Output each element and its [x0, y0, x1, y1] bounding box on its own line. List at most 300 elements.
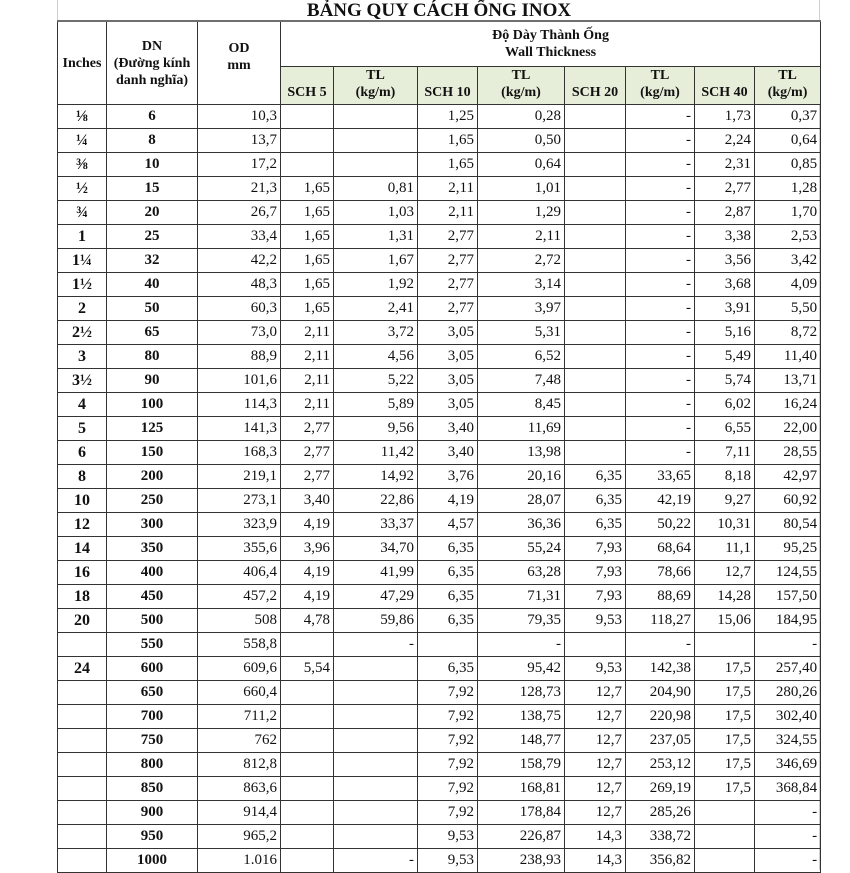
cell-sch20[interactable]: 9,53: [565, 609, 626, 633]
cell-sch40[interactable]: 14,28: [695, 585, 755, 609]
cell-tl-sch5[interactable]: 5,89: [334, 393, 418, 417]
cell-tl-sch40[interactable]: 1,28: [755, 177, 821, 201]
cell-sch5[interactable]: 2,11: [281, 393, 334, 417]
cell-tl-sch20[interactable]: 220,98: [626, 705, 695, 729]
cell-sch20[interactable]: [565, 393, 626, 417]
cell-dn[interactable]: 650: [107, 681, 198, 705]
cell-sch5[interactable]: 1,65: [281, 225, 334, 249]
cell-tl-sch10[interactable]: -: [478, 633, 565, 657]
cell-sch40[interactable]: 15,06: [695, 609, 755, 633]
cell-tl-sch10[interactable]: 0,50: [478, 129, 565, 153]
cell-inches[interactable]: 18: [58, 585, 107, 609]
cell-sch10[interactable]: [418, 633, 478, 657]
cell-tl-sch20[interactable]: -: [626, 153, 695, 177]
cell-tl-sch10[interactable]: 2,11: [478, 225, 565, 249]
cell-inches[interactable]: 10: [58, 489, 107, 513]
cell-tl-sch5[interactable]: [334, 777, 418, 801]
cell-tl-sch40[interactable]: 0,64: [755, 129, 821, 153]
cell-sch20[interactable]: [565, 369, 626, 393]
cell-sch10[interactable]: 2,77: [418, 249, 478, 273]
cell-sch20[interactable]: 12,7: [565, 705, 626, 729]
cell-sch40[interactable]: 17,5: [695, 705, 755, 729]
cell-tl-sch20[interactable]: 356,82: [626, 849, 695, 873]
cell-sch10[interactable]: 1,65: [418, 153, 478, 177]
cell-inches[interactable]: 24: [58, 657, 107, 681]
cell-sch10[interactable]: 2,77: [418, 273, 478, 297]
cell-dn[interactable]: 32: [107, 249, 198, 273]
cell-sch10[interactable]: 1,25: [418, 105, 478, 129]
cell-tl-sch10[interactable]: 55,24: [478, 537, 565, 561]
cell-tl-sch20[interactable]: -: [626, 177, 695, 201]
cell-tl-sch40[interactable]: 184,95: [755, 609, 821, 633]
cell-inches[interactable]: [58, 633, 107, 657]
cell-dn[interactable]: 950: [107, 825, 198, 849]
cell-dn[interactable]: 50: [107, 297, 198, 321]
cell-sch20[interactable]: [565, 249, 626, 273]
cell-od[interactable]: 33,4: [198, 225, 281, 249]
cell-dn[interactable]: 20: [107, 201, 198, 225]
cell-tl-sch20[interactable]: 42,19: [626, 489, 695, 513]
cell-sch40[interactable]: 7,11: [695, 441, 755, 465]
cell-dn[interactable]: 200: [107, 465, 198, 489]
cell-tl-sch20[interactable]: -: [626, 441, 695, 465]
cell-od[interactable]: 558,8: [198, 633, 281, 657]
cell-dn[interactable]: 700: [107, 705, 198, 729]
cell-sch40[interactable]: 3,91: [695, 297, 755, 321]
cell-tl-sch10[interactable]: 95,42: [478, 657, 565, 681]
cell-tl-sch5[interactable]: [334, 825, 418, 849]
cell-tl-sch40[interactable]: 3,42: [755, 249, 821, 273]
cell-sch40[interactable]: 17,5: [695, 657, 755, 681]
cell-sch10[interactable]: 2,77: [418, 225, 478, 249]
cell-sch40[interactable]: 6,02: [695, 393, 755, 417]
cell-tl-sch5[interactable]: [334, 129, 418, 153]
cell-tl-sch20[interactable]: 237,05: [626, 729, 695, 753]
cell-tl-sch10[interactable]: 0,64: [478, 153, 565, 177]
cell-sch40[interactable]: [695, 633, 755, 657]
cell-tl-sch40[interactable]: 60,92: [755, 489, 821, 513]
cell-tl-sch40[interactable]: 157,50: [755, 585, 821, 609]
cell-inches[interactable]: 2½: [58, 321, 107, 345]
cell-sch40[interactable]: 2,77: [695, 177, 755, 201]
cell-sch20[interactable]: 6,35: [565, 513, 626, 537]
cell-sch40[interactable]: 5,74: [695, 369, 755, 393]
cell-sch40[interactable]: 2,31: [695, 153, 755, 177]
cell-tl-sch20[interactable]: 338,72: [626, 825, 695, 849]
cell-tl-sch5[interactable]: [334, 657, 418, 681]
cell-inches[interactable]: 1½: [58, 273, 107, 297]
cell-tl-sch20[interactable]: -: [626, 105, 695, 129]
cell-inches[interactable]: 16: [58, 561, 107, 585]
cell-sch40[interactable]: [695, 849, 755, 873]
cell-sch40[interactable]: 11,1: [695, 537, 755, 561]
cell-sch5[interactable]: [281, 633, 334, 657]
cell-sch10[interactable]: 3,05: [418, 369, 478, 393]
cell-tl-sch40[interactable]: -: [755, 849, 821, 873]
cell-tl-sch10[interactable]: 2,72: [478, 249, 565, 273]
cell-tl-sch5[interactable]: [334, 729, 418, 753]
cell-inches[interactable]: [58, 777, 107, 801]
cell-tl-sch5[interactable]: 47,29: [334, 585, 418, 609]
cell-tl-sch5[interactable]: 2,41: [334, 297, 418, 321]
cell-tl-sch40[interactable]: 2,53: [755, 225, 821, 249]
cell-od[interactable]: 273,1: [198, 489, 281, 513]
cell-tl-sch10[interactable]: 3,97: [478, 297, 565, 321]
cell-sch20[interactable]: [565, 129, 626, 153]
cell-tl-sch20[interactable]: -: [626, 369, 695, 393]
cell-sch20[interactable]: [565, 321, 626, 345]
cell-od[interactable]: 508: [198, 609, 281, 633]
cell-sch40[interactable]: 17,5: [695, 681, 755, 705]
cell-od[interactable]: 42,2: [198, 249, 281, 273]
cell-dn[interactable]: 8: [107, 129, 198, 153]
cell-tl-sch40[interactable]: 13,71: [755, 369, 821, 393]
cell-inches[interactable]: 2: [58, 297, 107, 321]
cell-tl-sch40[interactable]: 0,85: [755, 153, 821, 177]
cell-dn[interactable]: 800: [107, 753, 198, 777]
cell-sch10[interactable]: 4,57: [418, 513, 478, 537]
cell-sch40[interactable]: 5,16: [695, 321, 755, 345]
cell-sch5[interactable]: 2,77: [281, 441, 334, 465]
cell-dn[interactable]: 6: [107, 105, 198, 129]
cell-dn[interactable]: 350: [107, 537, 198, 561]
cell-sch20[interactable]: 7,93: [565, 561, 626, 585]
cell-dn[interactable]: 400: [107, 561, 198, 585]
cell-od[interactable]: 88,9: [198, 345, 281, 369]
cell-tl-sch40[interactable]: 5,50: [755, 297, 821, 321]
cell-od[interactable]: 457,2: [198, 585, 281, 609]
cell-inches[interactable]: ¼: [58, 129, 107, 153]
cell-inches[interactable]: 1: [58, 225, 107, 249]
cell-inches[interactable]: [58, 825, 107, 849]
cell-sch10[interactable]: 7,92: [418, 681, 478, 705]
cell-tl-sch10[interactable]: 178,84: [478, 801, 565, 825]
cell-tl-sch20[interactable]: 50,22: [626, 513, 695, 537]
cell-sch10[interactable]: 3,05: [418, 393, 478, 417]
cell-tl-sch40[interactable]: 0,37: [755, 105, 821, 129]
cell-sch5[interactable]: [281, 849, 334, 873]
cell-sch10[interactable]: 1,65: [418, 129, 478, 153]
cell-tl-sch20[interactable]: -: [626, 129, 695, 153]
cell-sch10[interactable]: 3,40: [418, 441, 478, 465]
cell-tl-sch10[interactable]: 13,98: [478, 441, 565, 465]
cell-od[interactable]: 914,4: [198, 801, 281, 825]
cell-tl-sch10[interactable]: 226,87: [478, 825, 565, 849]
cell-sch5[interactable]: [281, 681, 334, 705]
cell-sch40[interactable]: 8,18: [695, 465, 755, 489]
cell-od[interactable]: 60,3: [198, 297, 281, 321]
cell-sch5[interactable]: [281, 801, 334, 825]
cell-sch5[interactable]: [281, 753, 334, 777]
cell-sch40[interactable]: 9,27: [695, 489, 755, 513]
cell-od[interactable]: 812,8: [198, 753, 281, 777]
cell-od[interactable]: 355,6: [198, 537, 281, 561]
cell-tl-sch10[interactable]: 8,45: [478, 393, 565, 417]
cell-tl-sch40[interactable]: 42,97: [755, 465, 821, 489]
cell-sch10[interactable]: 6,35: [418, 585, 478, 609]
cell-tl-sch5[interactable]: 1,03: [334, 201, 418, 225]
cell-dn[interactable]: 500: [107, 609, 198, 633]
cell-inches[interactable]: 20: [58, 609, 107, 633]
cell-tl-sch10[interactable]: 36,36: [478, 513, 565, 537]
cell-inches[interactable]: [58, 801, 107, 825]
cell-tl-sch40[interactable]: 1,70: [755, 201, 821, 225]
cell-tl-sch40[interactable]: 368,84: [755, 777, 821, 801]
cell-tl-sch5[interactable]: -: [334, 849, 418, 873]
cell-tl-sch40[interactable]: -: [755, 801, 821, 825]
cell-od[interactable]: 26,7: [198, 201, 281, 225]
cell-tl-sch10[interactable]: 79,35: [478, 609, 565, 633]
cell-sch40[interactable]: [695, 801, 755, 825]
cell-tl-sch40[interactable]: 4,09: [755, 273, 821, 297]
cell-sch5[interactable]: 2,11: [281, 345, 334, 369]
cell-inches[interactable]: 4: [58, 393, 107, 417]
cell-tl-sch40[interactable]: 95,25: [755, 537, 821, 561]
cell-sch20[interactable]: 12,7: [565, 753, 626, 777]
cell-tl-sch5[interactable]: [334, 105, 418, 129]
cell-inches[interactable]: 12: [58, 513, 107, 537]
cell-inches[interactable]: [58, 849, 107, 873]
cell-sch10[interactable]: 6,35: [418, 657, 478, 681]
cell-sch5[interactable]: 1,65: [281, 273, 334, 297]
cell-tl-sch40[interactable]: -: [755, 633, 821, 657]
cell-sch10[interactable]: 3,05: [418, 321, 478, 345]
cell-dn[interactable]: 10: [107, 153, 198, 177]
cell-od[interactable]: 168,3: [198, 441, 281, 465]
cell-sch5[interactable]: [281, 825, 334, 849]
cell-dn[interactable]: 65: [107, 321, 198, 345]
cell-od[interactable]: 114,3: [198, 393, 281, 417]
cell-tl-sch40[interactable]: 302,40: [755, 705, 821, 729]
cell-tl-sch20[interactable]: 285,26: [626, 801, 695, 825]
cell-sch20[interactable]: [565, 225, 626, 249]
cell-od[interactable]: 17,2: [198, 153, 281, 177]
cell-tl-sch20[interactable]: 204,90: [626, 681, 695, 705]
cell-dn[interactable]: 550: [107, 633, 198, 657]
cell-tl-sch20[interactable]: -: [626, 321, 695, 345]
cell-inches[interactable]: 14: [58, 537, 107, 561]
cell-tl-sch5[interactable]: [334, 705, 418, 729]
cell-sch20[interactable]: 6,35: [565, 489, 626, 513]
cell-tl-sch10[interactable]: 128,73: [478, 681, 565, 705]
cell-tl-sch20[interactable]: -: [626, 297, 695, 321]
cell-dn[interactable]: 40: [107, 273, 198, 297]
cell-tl-sch20[interactable]: -: [626, 417, 695, 441]
cell-tl-sch20[interactable]: 68,64: [626, 537, 695, 561]
cell-tl-sch5[interactable]: 0,81: [334, 177, 418, 201]
cell-sch10[interactable]: 7,92: [418, 705, 478, 729]
cell-tl-sch5[interactable]: 1,67: [334, 249, 418, 273]
cell-sch20[interactable]: 14,3: [565, 849, 626, 873]
cell-tl-sch40[interactable]: 8,72: [755, 321, 821, 345]
cell-sch5[interactable]: 4,19: [281, 585, 334, 609]
cell-tl-sch20[interactable]: -: [626, 201, 695, 225]
cell-sch40[interactable]: 5,49: [695, 345, 755, 369]
cell-sch10[interactable]: 9,53: [418, 849, 478, 873]
cell-inches[interactable]: ⅛: [58, 105, 107, 129]
cell-od[interactable]: 101,6: [198, 369, 281, 393]
cell-tl-sch5[interactable]: 59,86: [334, 609, 418, 633]
cell-sch40[interactable]: 17,5: [695, 777, 755, 801]
cell-tl-sch20[interactable]: -: [626, 225, 695, 249]
cell-sch20[interactable]: [565, 297, 626, 321]
cell-sch10[interactable]: 4,19: [418, 489, 478, 513]
cell-tl-sch10[interactable]: 3,14: [478, 273, 565, 297]
cell-tl-sch40[interactable]: 324,55: [755, 729, 821, 753]
cell-sch5[interactable]: [281, 153, 334, 177]
cell-od[interactable]: 323,9: [198, 513, 281, 537]
cell-tl-sch20[interactable]: 142,38: [626, 657, 695, 681]
cell-inches[interactable]: 1¼: [58, 249, 107, 273]
cell-tl-sch40[interactable]: 16,24: [755, 393, 821, 417]
cell-sch10[interactable]: 3,40: [418, 417, 478, 441]
cell-dn[interactable]: 600: [107, 657, 198, 681]
cell-od[interactable]: 141,3: [198, 417, 281, 441]
cell-sch40[interactable]: 1,73: [695, 105, 755, 129]
cell-tl-sch20[interactable]: -: [626, 273, 695, 297]
cell-tl-sch5[interactable]: [334, 681, 418, 705]
cell-inches[interactable]: [58, 681, 107, 705]
cell-inches[interactable]: ¾: [58, 201, 107, 225]
cell-tl-sch10[interactable]: 7,48: [478, 369, 565, 393]
cell-tl-sch10[interactable]: 11,69: [478, 417, 565, 441]
cell-dn[interactable]: 25: [107, 225, 198, 249]
cell-sch20[interactable]: 14,3: [565, 825, 626, 849]
cell-sch5[interactable]: 1,65: [281, 297, 334, 321]
cell-od[interactable]: 660,4: [198, 681, 281, 705]
cell-sch10[interactable]: 7,92: [418, 777, 478, 801]
cell-tl-sch10[interactable]: 1,29: [478, 201, 565, 225]
cell-od[interactable]: 73,0: [198, 321, 281, 345]
cell-sch40[interactable]: 3,56: [695, 249, 755, 273]
cell-od[interactable]: 711,2: [198, 705, 281, 729]
cell-sch5[interactable]: 4,19: [281, 513, 334, 537]
cell-sch10[interactable]: 7,92: [418, 753, 478, 777]
cell-tl-sch10[interactable]: 138,75: [478, 705, 565, 729]
cell-sch5[interactable]: 1,65: [281, 201, 334, 225]
cell-tl-sch5[interactable]: [334, 753, 418, 777]
cell-sch5[interactable]: 3,40: [281, 489, 334, 513]
cell-sch20[interactable]: 12,7: [565, 801, 626, 825]
cell-sch20[interactable]: 7,93: [565, 537, 626, 561]
cell-tl-sch40[interactable]: 124,55: [755, 561, 821, 585]
cell-tl-sch5[interactable]: 11,42: [334, 441, 418, 465]
cell-sch10[interactable]: 6,35: [418, 537, 478, 561]
cell-tl-sch20[interactable]: 33,65: [626, 465, 695, 489]
cell-od[interactable]: 219,1: [198, 465, 281, 489]
cell-sch5[interactable]: [281, 129, 334, 153]
cell-sch40[interactable]: 12,7: [695, 561, 755, 585]
cell-sch20[interactable]: 12,7: [565, 729, 626, 753]
cell-od[interactable]: 609,6: [198, 657, 281, 681]
cell-sch5[interactable]: 2,77: [281, 465, 334, 489]
cell-tl-sch40[interactable]: 22,00: [755, 417, 821, 441]
cell-sch20[interactable]: [565, 153, 626, 177]
cell-tl-sch5[interactable]: 1,92: [334, 273, 418, 297]
cell-sch5[interactable]: [281, 777, 334, 801]
cell-od[interactable]: 13,7: [198, 129, 281, 153]
cell-sch20[interactable]: 7,93: [565, 585, 626, 609]
cell-dn[interactable]: 250: [107, 489, 198, 513]
cell-sch40[interactable]: 10,31: [695, 513, 755, 537]
cell-dn[interactable]: 125: [107, 417, 198, 441]
cell-sch40[interactable]: 17,5: [695, 753, 755, 777]
cell-tl-sch20[interactable]: 88,69: [626, 585, 695, 609]
cell-sch5[interactable]: 1,65: [281, 177, 334, 201]
cell-sch5[interactable]: 3,96: [281, 537, 334, 561]
cell-dn[interactable]: 1000: [107, 849, 198, 873]
cell-sch10[interactable]: 3,76: [418, 465, 478, 489]
cell-sch5[interactable]: [281, 729, 334, 753]
cell-tl-sch10[interactable]: 158,79: [478, 753, 565, 777]
cell-tl-sch5[interactable]: 4,56: [334, 345, 418, 369]
cell-sch40[interactable]: 17,5: [695, 729, 755, 753]
cell-inches[interactable]: [58, 729, 107, 753]
cell-sch40[interactable]: 6,55: [695, 417, 755, 441]
cell-tl-sch40[interactable]: 28,55: [755, 441, 821, 465]
cell-tl-sch5[interactable]: 22,86: [334, 489, 418, 513]
cell-tl-sch40[interactable]: 80,54: [755, 513, 821, 537]
cell-dn[interactable]: 15: [107, 177, 198, 201]
cell-sch10[interactable]: 3,05: [418, 345, 478, 369]
cell-tl-sch20[interactable]: 118,27: [626, 609, 695, 633]
cell-tl-sch5[interactable]: 9,56: [334, 417, 418, 441]
cell-sch20[interactable]: 6,35: [565, 465, 626, 489]
cell-tl-sch40[interactable]: 257,40: [755, 657, 821, 681]
cell-tl-sch10[interactable]: 28,07: [478, 489, 565, 513]
cell-od[interactable]: 863,6: [198, 777, 281, 801]
cell-inches[interactable]: 8: [58, 465, 107, 489]
cell-sch20[interactable]: [565, 201, 626, 225]
cell-tl-sch5[interactable]: 3,72: [334, 321, 418, 345]
cell-tl-sch20[interactable]: 269,19: [626, 777, 695, 801]
cell-sch10[interactable]: 2,11: [418, 177, 478, 201]
cell-sch40[interactable]: 3,68: [695, 273, 755, 297]
cell-tl-sch10[interactable]: 1,01: [478, 177, 565, 201]
cell-sch20[interactable]: 9,53: [565, 657, 626, 681]
cell-inches[interactable]: 5: [58, 417, 107, 441]
cell-tl-sch5[interactable]: 33,37: [334, 513, 418, 537]
cell-sch10[interactable]: 2,11: [418, 201, 478, 225]
cell-sch40[interactable]: 3,38: [695, 225, 755, 249]
cell-sch10[interactable]: 9,53: [418, 825, 478, 849]
cell-sch5[interactable]: 5,54: [281, 657, 334, 681]
cell-inches[interactable]: ⅜: [58, 153, 107, 177]
cell-sch10[interactable]: 7,92: [418, 801, 478, 825]
cell-tl-sch5[interactable]: 14,92: [334, 465, 418, 489]
cell-tl-sch20[interactable]: -: [626, 393, 695, 417]
cell-od[interactable]: 48,3: [198, 273, 281, 297]
cell-tl-sch5[interactable]: 41,99: [334, 561, 418, 585]
cell-tl-sch10[interactable]: 168,81: [478, 777, 565, 801]
cell-tl-sch40[interactable]: 280,26: [755, 681, 821, 705]
cell-sch5[interactable]: 4,78: [281, 609, 334, 633]
cell-dn[interactable]: 100: [107, 393, 198, 417]
cell-sch20[interactable]: [565, 105, 626, 129]
cell-sch10[interactable]: 6,35: [418, 609, 478, 633]
cell-sch20[interactable]: [565, 177, 626, 201]
cell-sch5[interactable]: 4,19: [281, 561, 334, 585]
cell-inches[interactable]: [58, 753, 107, 777]
cell-tl-sch10[interactable]: 238,93: [478, 849, 565, 873]
cell-sch5[interactable]: 2,77: [281, 417, 334, 441]
cell-sch5[interactable]: 2,11: [281, 321, 334, 345]
cell-inches[interactable]: 3½: [58, 369, 107, 393]
cell-inches[interactable]: ½: [58, 177, 107, 201]
cell-dn[interactable]: 150: [107, 441, 198, 465]
cell-sch10[interactable]: 6,35: [418, 561, 478, 585]
cell-sch20[interactable]: [565, 345, 626, 369]
